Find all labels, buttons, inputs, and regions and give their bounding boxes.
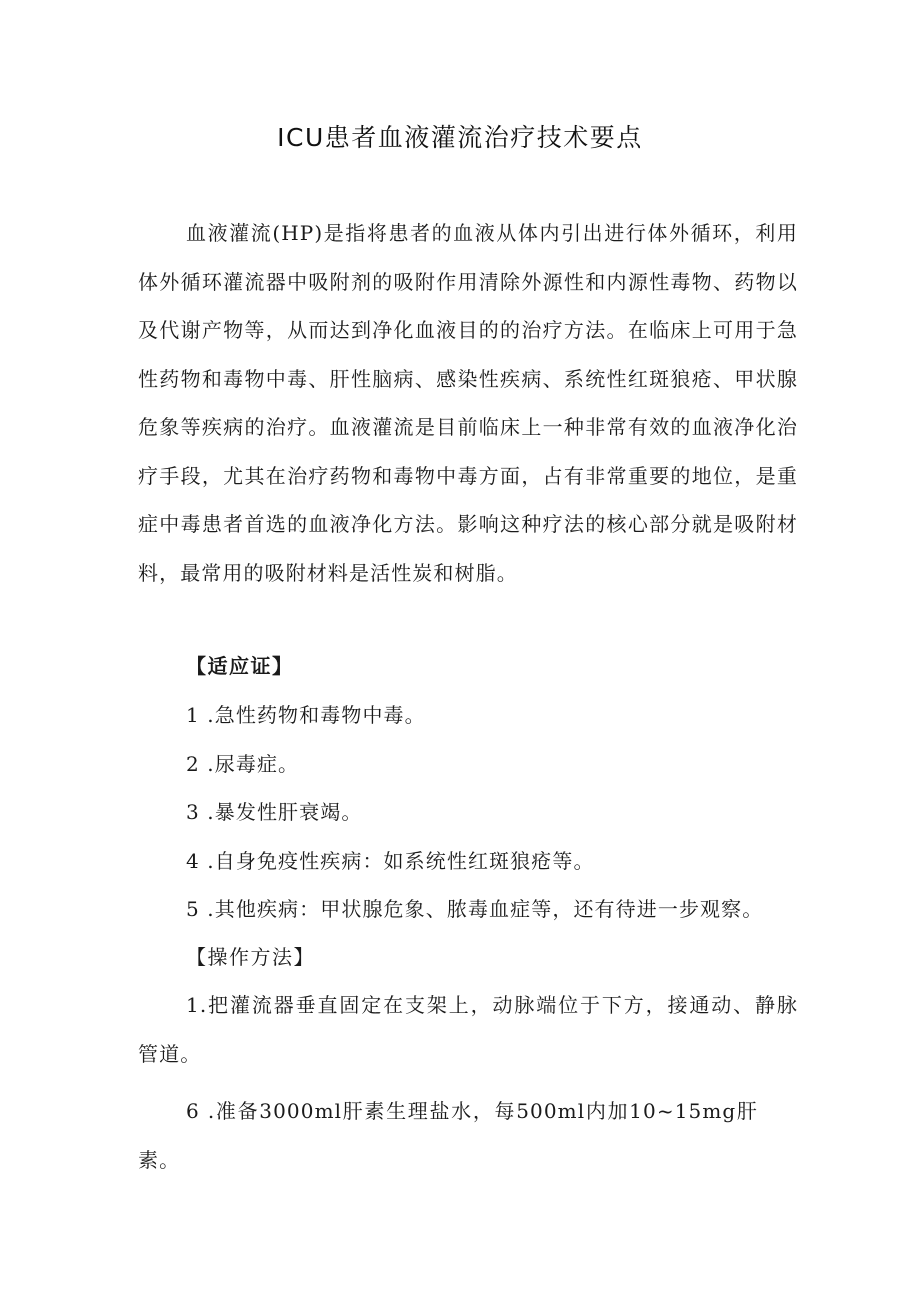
indication-item-1: 1 .急性药物和毒物中毒。: [186, 703, 426, 727]
indication-item-3: 3 .暴发性肝衰竭。: [186, 800, 363, 824]
method-item-1: 1.把灌流器垂直固定在支架上，动脉端位于下方，接通动、静脉管道。: [138, 993, 798, 1066]
indication-item-2: 2 .尿毒症。: [186, 752, 300, 776]
indication-item-4: 4 .自身免疫性疾病：如系统性红斑狼疮等。: [186, 849, 595, 873]
indication-item-5: 5 .其他疾病：甲状腺危象、脓毒血症等，还有待进一步观察。: [186, 897, 764, 921]
method-heading: 【操作方法】: [186, 945, 315, 969]
intro-paragraph: 血液灌流(HP)是指将患者的血液从体内引出进行体外循环，利用体外循环灌流器中吸附剂的吸附作用清除外源性和内源性毒物、药物以及代谢产物等，从而达到净化血液目的的治疗方法。在临床上可用于急性药物和毒物中毒、肝性脑病、感染性疾病、系统性红斑狼疮、甲状腺危象等疾病的治疗。血液灌流是目前临床上一种非常有效的血液净化治疗手段，尤其在治疗药物和毒物中毒方面，占有非常重要的地位，是重症中毒患者首选的血液净化方法。影响这种疗法的核心部分就是吸附材料，最常用的吸附材料是活性炭和树脂。: [138, 221, 798, 585]
document-title: ICU患者血液灌流治疗技术要点: [277, 123, 643, 152]
indications-heading: 【适应证】: [186, 654, 294, 678]
method-item-2: 6 .准备3000ml肝素生理盐水，每500ml内加10~15mg肝素。: [138, 1099, 758, 1172]
